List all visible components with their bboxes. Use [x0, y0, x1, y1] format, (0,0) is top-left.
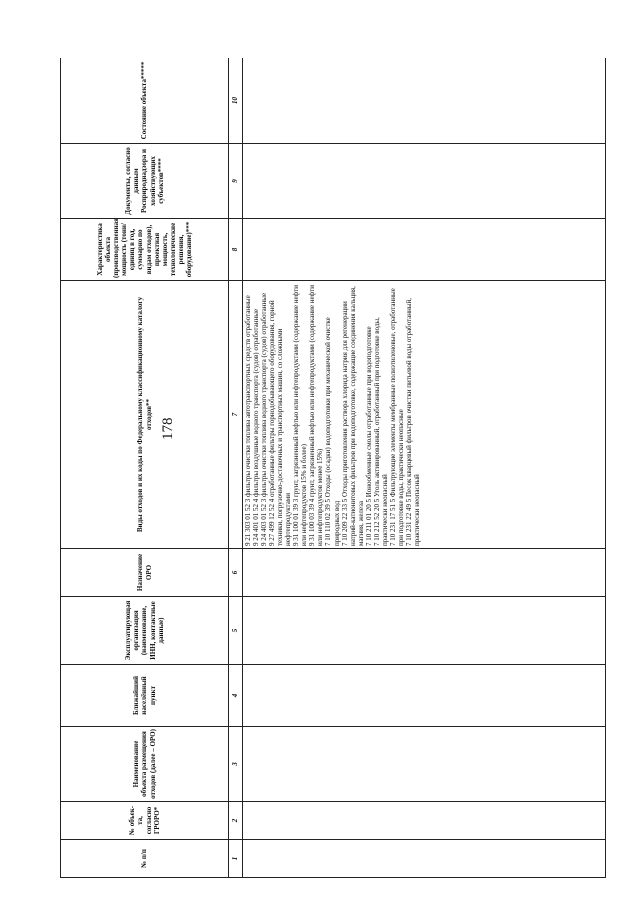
column-number-8: 8	[229, 219, 243, 281]
column-number-1: 1	[229, 840, 243, 878]
waste-entry: 9 27 499 12 52 4 отработанные фильтры горнодобывающего оборудования, горной техники, погрузочно-доставочных и транспортных машин, со сложными нефтепродуктами	[268, 300, 293, 546]
header-cell-4: Ближайший населённый пункт	[61, 665, 229, 727]
cell-status	[243, 58, 606, 144]
table-row	[243, 58, 606, 878]
header-cell-9: Документы, согласно данным Росприроднадзора и хозяйствующих субъектов****	[61, 144, 229, 219]
column-number-7: 7	[229, 281, 243, 549]
column-number-row	[229, 58, 243, 878]
waste-entry: 7 10 211 01 20 5 Ионообменные смолы отработанные при водоподготовке	[364, 326, 373, 546]
cell-waste-types	[243, 281, 606, 549]
cell-settlement	[243, 665, 606, 727]
header-cell-2: № объек-та, согласно ГРОРО*	[61, 802, 229, 840]
cell-purpose	[243, 549, 606, 597]
page-number: 178	[160, 417, 176, 440]
waste-entry: 7 10 212 52 20 5 Уголь активированный, отработанный при подготовке воды, практически неопасный	[372, 317, 389, 546]
waste-entry: 7 10 209 22 33 5 Отходы приготовления раствора хлорида натрия для регенерации натрий-катионитовых фильтров при водоподготовке, содержащие соединения кальция, магния, железа	[340, 286, 365, 546]
header-cell-5: Эксплуатирующая организация (наименование, ИНН, контактные данные)	[61, 597, 229, 665]
cell-index	[243, 840, 606, 878]
column-number-4: 4	[229, 665, 243, 727]
waste-entry: 7 10 231 17 51 5 Фильтрующие элементы мембранные полиэтиленовые, отработанные при подготовке воды, практически неопасные	[388, 288, 405, 546]
column-number-10: 10	[229, 58, 243, 144]
rotated-table-wrapper	[60, 58, 625, 878]
column-number-2: 2	[229, 802, 243, 840]
header-cell-3: Наименование объекта размещения отходов (далее – ОРО)	[61, 727, 229, 802]
header-row	[61, 58, 229, 878]
column-number-3: 3	[229, 727, 243, 802]
waste-entry: 9 31 100 03 39 4 грунт, загрязненный нефтью или нефтепродуктами (содержание нефти или нефтепродуктов менее 15%)	[308, 285, 325, 546]
waste-entry: 9 24 401 01 52 4 фильтры воздушные водного транспорта (судов) отработанные	[252, 308, 261, 546]
header-cell-8: Характеристика объекта (производственная мощность (тонн/единиц в год, суммарно по видам отходов), проектная мощность, технологические решения, оборудование)***	[61, 219, 229, 281]
cell-characteristics	[243, 219, 606, 281]
header-cell-6: Назначение ОРО	[61, 549, 229, 597]
column-number-6: 6	[229, 549, 243, 597]
waste-facilities-table	[60, 58, 606, 878]
cell-documents	[243, 144, 606, 219]
waste-entry: 9 31 100 01 39 3 грунт, загрязненный нефтью или нефтепродуктами (содержание нефти или нефтепродуктов 15% и более)	[292, 285, 309, 546]
header-cell-7: Виды отходов и их коды по Федеральному классификационному каталогу отходов**	[61, 281, 229, 549]
cell-operator	[243, 597, 606, 665]
column-number-9: 9	[229, 144, 243, 219]
waste-entry: 7 10 231 22 49 5 Песок кварцевый фильтров очистки питьевой воды отработанный, практически неопасный	[404, 298, 421, 546]
column-number-5: 5	[229, 597, 243, 665]
header-cell-1: № п/п	[61, 840, 229, 878]
table-stage	[60, 58, 625, 878]
header-cell-10: Состояние объекта*****	[61, 58, 229, 144]
waste-entry: 7 10 110 02 39 5 Отходы (осадки) водоподготовки при механической очистке природных вод	[324, 317, 341, 546]
waste-entry: 9 24 403 01 52 3 фильтры очистки топлива водного транспорта (судов) отработанные	[260, 292, 269, 546]
waste-entry: 9 21 303 01 52 3 фильтры очистки топлива автотранспортных средств отработанные	[244, 295, 252, 546]
cell-facility-name	[243, 727, 606, 802]
cell-groro-number	[243, 802, 606, 840]
